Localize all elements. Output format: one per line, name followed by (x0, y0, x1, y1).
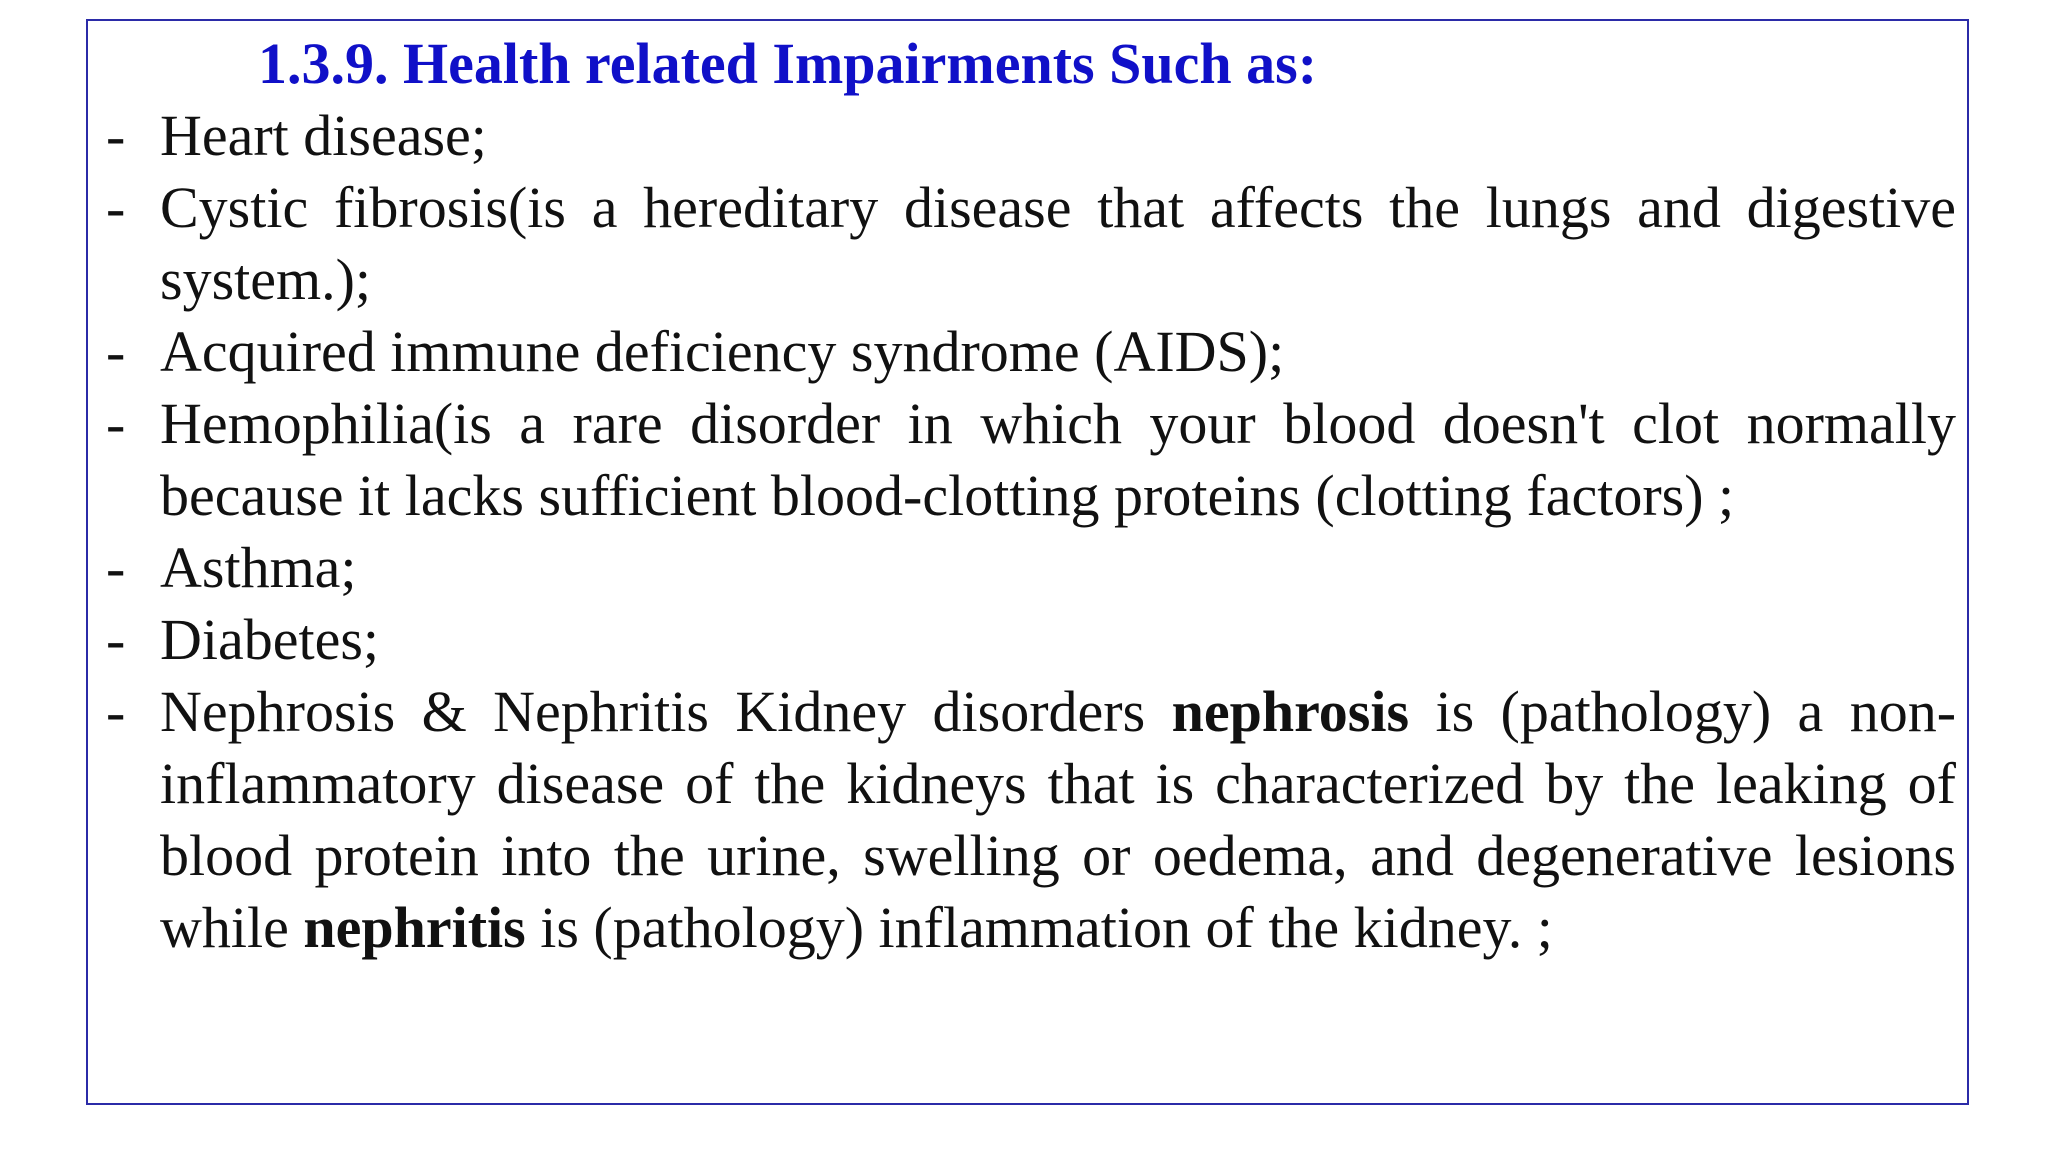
item-text: Asthma; (160, 535, 357, 600)
section-heading: 1.3.9. Health related Impairments Such as: (258, 31, 1318, 96)
item-text-part: Nephrosis & Nephritis Kidney disorders (160, 679, 1172, 744)
impairments-list (100, 100, 1956, 964)
item-text-part: is (pathology) inflammation of the kidney. ; (525, 895, 1553, 960)
item-text: Cystic fibrosis(is a hereditary disease that affects the lungs and digestive system.); (160, 175, 1956, 312)
bullet-dash: - (106, 535, 126, 600)
bullet-dash: - (106, 319, 126, 384)
bullet-dash: - (106, 679, 126, 744)
bullet-dash: - (106, 103, 126, 168)
item-text: Hemophilia(is a rare disorder in which your blood doesn't clot normally because it lacks sufficient blood-clotting proteins (clotting factors) ; (160, 391, 1956, 528)
list-item (100, 316, 1956, 388)
bold-term-nephrosis: nephrosis (1171, 679, 1410, 744)
bullet-dash: - (106, 175, 126, 240)
item-text: Diabetes; (160, 607, 380, 672)
list-item (100, 676, 1956, 964)
list-item (100, 100, 1956, 172)
list-item (100, 172, 1956, 316)
item-text-part: is (pathology) a non-inflammatory disease of the kidneys that is characterized by the leaking of blood protein into the urine, swelling or oedema, and degenerative lesions while (160, 679, 1957, 960)
list-item (100, 388, 1956, 532)
bullet-dash: - (106, 607, 126, 672)
bullet-dash: - (106, 391, 126, 456)
bold-term-nephritis: nephritis (303, 895, 526, 960)
item-text: Acquired immune deficiency syndrome (AIDS); (160, 319, 1285, 384)
item-text: Heart disease; (160, 103, 487, 168)
list-item (100, 604, 1956, 676)
list-item (100, 532, 1956, 604)
